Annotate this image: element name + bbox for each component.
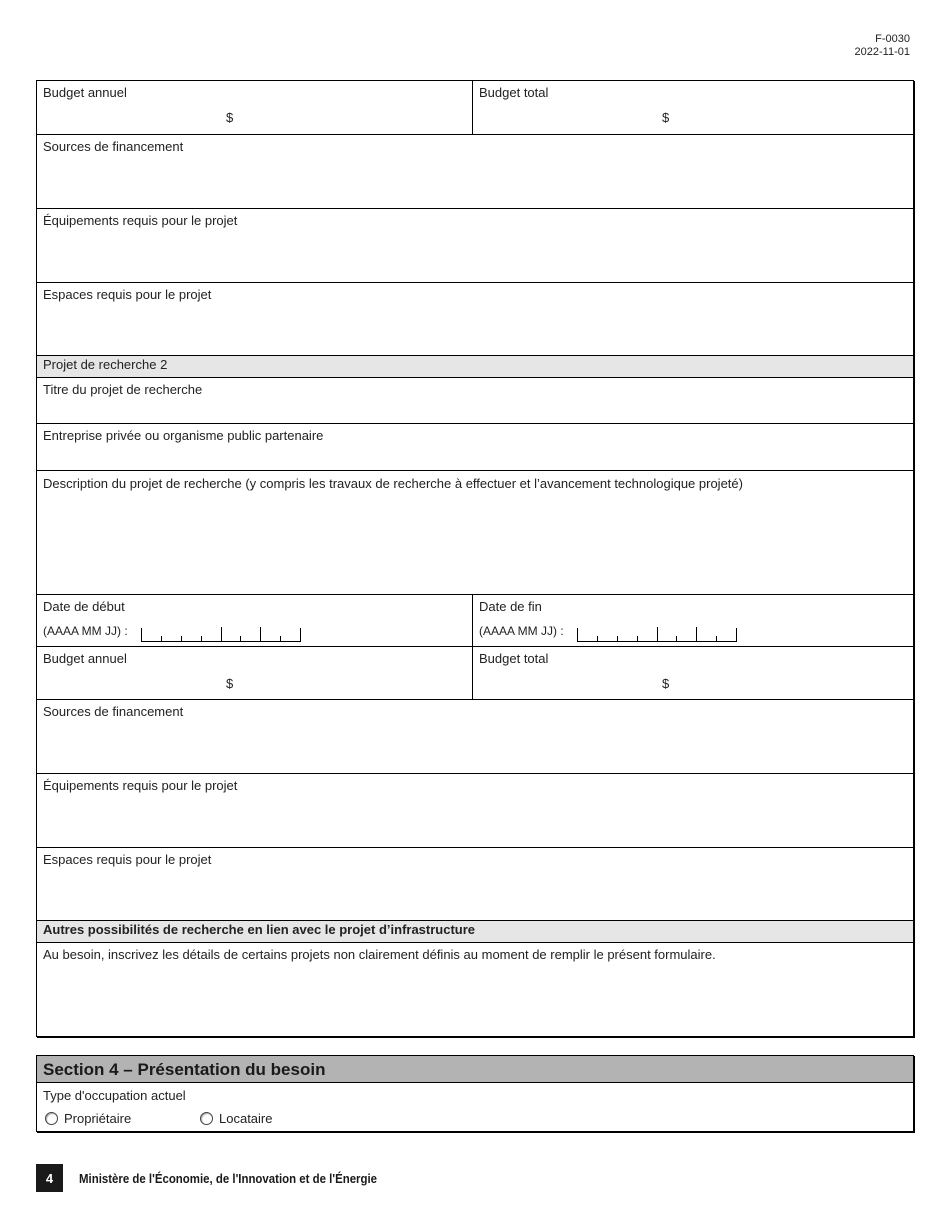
- section-4-title: Section 4 – Présentation du besoin: [37, 1056, 913, 1083]
- espaces-field-1[interactable]: [37, 282, 913, 355]
- occupation-label: Type d'occupation actuel: [43, 1088, 186, 1103]
- sources-field-1[interactable]: [37, 134, 913, 208]
- currency-symbol: $: [662, 676, 670, 691]
- titre-field[interactable]: [37, 377, 913, 423]
- budget-annuel-field-1[interactable]: [37, 81, 473, 134]
- autres-heading: Autres possibilités de recherche en lien avec le projet d’infrastructure: [43, 922, 476, 937]
- radio-locataire[interactable]: [200, 1111, 272, 1126]
- budget-annuel-label: Budget annuel: [43, 651, 127, 666]
- project2-header: [37, 355, 913, 377]
- date-debut-input[interactable]: [141, 628, 301, 642]
- budget-annuel-field-2[interactable]: [37, 647, 473, 699]
- sources-label: Sources de financement: [43, 139, 184, 154]
- project2-heading: Projet de recherche 2: [43, 357, 168, 372]
- espaces-label: Espaces requis pour le projet: [43, 287, 212, 302]
- sources-field-2[interactable]: [37, 699, 913, 773]
- radio-proprietaire[interactable]: [45, 1111, 131, 1126]
- equipements-field-2[interactable]: [37, 773, 913, 847]
- date-format-hint: (AAAA MM JJ) :: [479, 624, 564, 638]
- budget-total-label: Budget total: [479, 85, 549, 100]
- entreprise-field[interactable]: [37, 423, 913, 470]
- form-code-block: [855, 33, 910, 59]
- radio-locataire-label: Locataire: [219, 1111, 273, 1126]
- form-code: F-0030: [875, 33, 910, 45]
- date-debut-cell: [37, 595, 473, 646]
- equipements-label: Équipements requis pour le projet: [43, 213, 238, 228]
- research-projects-table: [36, 80, 914, 1037]
- date-fin-cell: [473, 595, 913, 646]
- radio-proprietaire-label: Propriétaire: [64, 1111, 132, 1126]
- budget-total-field-2[interactable]: [473, 647, 913, 699]
- autres-instruction: Au besoin, inscrivez les détails de certains projets non clairement définis au moment de remplir le présent formulaire.: [43, 947, 716, 962]
- espaces-label: Espaces requis pour le projet: [43, 852, 212, 867]
- date-fin-input[interactable]: [577, 628, 737, 642]
- form-date: 2022-11-01: [854, 46, 910, 58]
- page-footer: [36, 1164, 418, 1192]
- equipements-label: Équipements requis pour le projet: [43, 778, 238, 793]
- entreprise-label: Entreprise privée ou organisme public partenaire: [43, 428, 324, 443]
- description-field[interactable]: [37, 470, 913, 594]
- date-debut-label: Date de début: [43, 599, 125, 614]
- budget-total-field-1[interactable]: [473, 81, 913, 134]
- budget-total-label: Budget total: [479, 651, 549, 666]
- page-number: 4: [36, 1164, 63, 1192]
- date-fin-label: Date de fin: [479, 599, 542, 614]
- autres-header: [37, 920, 913, 942]
- currency-symbol: $: [662, 110, 670, 125]
- radio-circle-icon[interactable]: [45, 1112, 58, 1125]
- date-format-hint: (AAAA MM JJ) :: [43, 624, 128, 638]
- budget-row-2: [37, 646, 913, 699]
- currency-symbol: $: [226, 110, 234, 125]
- ministry-name: Ministère de l'Économie, de l'Innovation et de l'Énergie: [79, 1170, 378, 1186]
- budget-row-1: [37, 81, 913, 134]
- radio-circle-icon[interactable]: [200, 1112, 213, 1125]
- titre-label: Titre du projet de recherche: [43, 382, 203, 397]
- autres-field[interactable]: [37, 942, 913, 1036]
- equipements-field-1[interactable]: [37, 208, 913, 282]
- sources-label: Sources de financement: [43, 704, 184, 719]
- dates-row: [37, 594, 913, 646]
- espaces-field-2[interactable]: [37, 847, 913, 920]
- budget-annuel-label: Budget annuel: [43, 85, 127, 100]
- section-4: [36, 1055, 914, 1132]
- description-label: Description du projet de recherche (y compris les travaux de recherche à effectuer et l’avancement technologique projeté): [43, 476, 743, 491]
- currency-symbol: $: [226, 676, 234, 691]
